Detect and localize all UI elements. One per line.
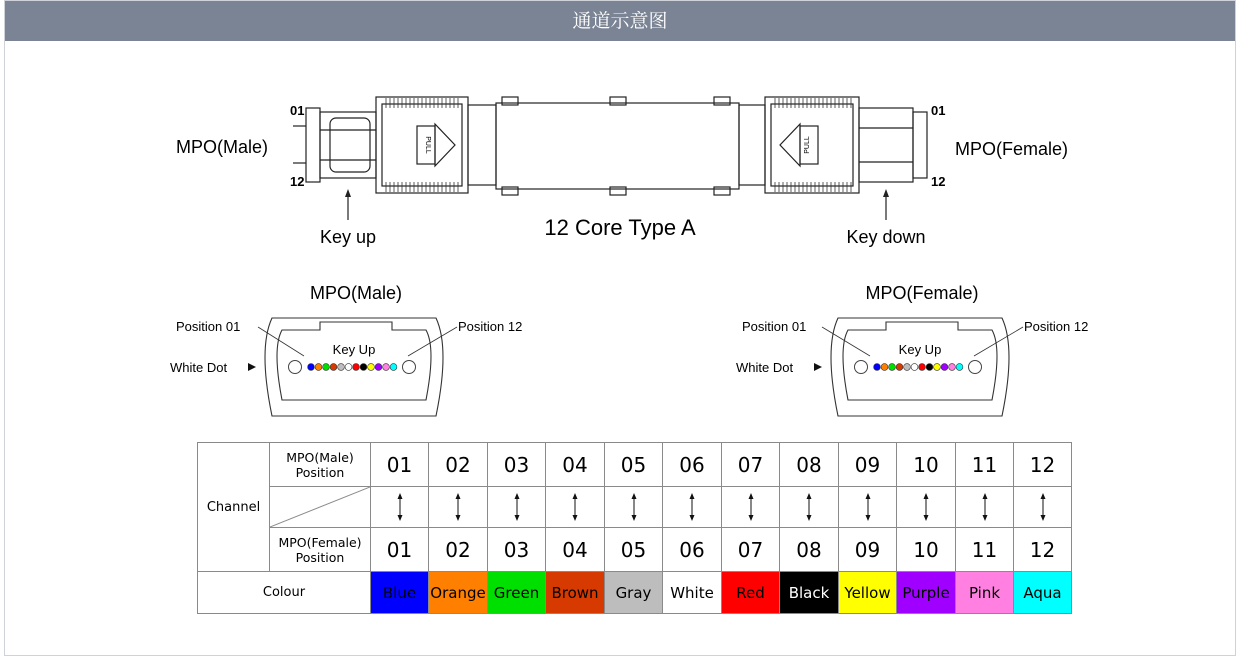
fiber-dot-gray [904, 364, 911, 371]
mapping-arrow-cell [429, 487, 488, 528]
channel-label: Channel [198, 443, 270, 572]
key-down-label: Key down [846, 227, 926, 247]
female-plug-body [859, 108, 913, 182]
fiber-dot-pink [949, 364, 956, 371]
double-arrow-icon [804, 492, 814, 522]
channel-table [197, 442, 1072, 614]
male-plug-body [320, 112, 376, 178]
female-end-face-drawing [726, 278, 1106, 423]
cable-body [496, 103, 739, 189]
male-position-12: Position 12 [458, 319, 523, 334]
male-position-cell: 10 [897, 443, 956, 487]
colour-cell-pink: Pink [956, 572, 1014, 614]
male-end-face-drawing [160, 278, 540, 423]
colour-cell-white: White [663, 572, 722, 614]
male-position-01: Position 01 [176, 319, 241, 334]
male-ferrule [306, 108, 320, 182]
colour-cell-aqua: Aqua [1014, 572, 1072, 614]
cable-type-label: 12 Core Type A [544, 215, 696, 240]
male-position-cell: 09 [839, 443, 897, 487]
colour-cell-black: Black [780, 572, 839, 614]
fiber-dot-gray [338, 364, 345, 371]
cable-assembly-drawing [0, 0, 1240, 260]
female-position-cell: 07 [722, 528, 780, 572]
male-white-dot-label: White Dot [170, 360, 228, 375]
fiber-dot-orange [881, 364, 888, 371]
double-arrow-icon [921, 492, 931, 522]
fiber-dot-red [353, 364, 360, 371]
fiber-dot-aqua [956, 364, 963, 371]
male-pin-bottom-label: 12 [290, 174, 305, 189]
fiber-dot-orange [315, 364, 322, 371]
male-position-cell: 04 [546, 443, 605, 487]
female-position-cell: 06 [663, 528, 722, 572]
female-pin-top-label: 01 [931, 103, 946, 118]
key-up-label: Key up [319, 227, 377, 247]
double-arrow-icon [453, 492, 463, 522]
male-position-cell: 06 [663, 443, 722, 487]
fiber-dot-purple [375, 364, 382, 371]
mapping-arrow-cell [1014, 487, 1072, 528]
cable-left-label: MPO(Male) [176, 137, 269, 157]
fiber-dot-pink [383, 364, 390, 371]
mapping-arrow-cell [956, 487, 1014, 528]
female-ferrule [913, 112, 927, 178]
female-key-label: Key Up [898, 342, 942, 357]
diagonal-line [270, 487, 370, 527]
male-position-row [198, 443, 1072, 487]
male-position-cell: 05 [605, 443, 663, 487]
double-arrow-icon [980, 492, 990, 522]
male-boot [468, 105, 496, 185]
male-pull-label: PULL [424, 136, 431, 154]
male-pin-top-label: 01 [290, 103, 305, 118]
fiber-dot-red [919, 364, 926, 371]
fiber-dot-blue [308, 364, 315, 371]
female-guide-hole-right [969, 361, 982, 374]
page-header: 通道示意图 [5, 1, 1235, 41]
mapping-arrow-cell [605, 487, 663, 528]
double-arrow-icon [863, 492, 873, 522]
male-position-cell: 02 [429, 443, 488, 487]
female-position-cell: 12 [1014, 528, 1072, 572]
female-position-header [270, 528, 371, 572]
male-guide-hole-left [289, 361, 302, 374]
male-key-label: Key Up [332, 342, 376, 357]
male-position-header [270, 443, 371, 487]
male-position-cell: 11 [956, 443, 1014, 487]
female-housing [765, 97, 859, 193]
colour-cell-yellow: Yellow [839, 572, 897, 614]
female-position-cell: 04 [546, 528, 605, 572]
cable-right-label: MPO(Female) [955, 139, 1069, 159]
female-position-header-line1: MPO(Female) [278, 534, 362, 550]
fiber-dot-brown [896, 364, 903, 371]
colour-cell-purple: Purple [897, 572, 956, 614]
fiber-dot-green [323, 364, 330, 371]
female-position-cell: 01 [371, 528, 429, 572]
mapping-arrow-cell [839, 487, 897, 528]
female-position-cell: 10 [897, 528, 956, 572]
colour-cell-orange: Orange [429, 572, 488, 614]
male-position-header-line1: MPO(Male) [286, 449, 354, 465]
colour-label: Colour [198, 572, 371, 614]
double-arrow-icon [570, 492, 580, 522]
fiber-dot-yellow [934, 364, 941, 371]
female-position-cell: 11 [956, 528, 1014, 572]
female-guide-hole-left [855, 361, 868, 374]
female-position-01: Position 01 [742, 319, 807, 334]
mapping-arrow-cell [488, 487, 546, 528]
female-position-cell: 08 [780, 528, 839, 572]
female-fiber-row [874, 364, 963, 371]
fiber-dot-yellow [368, 364, 375, 371]
fiber-dot-aqua [390, 364, 397, 371]
fiber-dot-black [926, 364, 933, 371]
female-face-title: MPO(Female) [865, 283, 979, 303]
double-arrow-icon [395, 492, 405, 522]
female-position-12: Position 12 [1024, 319, 1089, 334]
mapping-arrow-cell [780, 487, 839, 528]
female-position-cell: 05 [605, 528, 663, 572]
male-face-title: MPO(Male) [309, 283, 403, 303]
male-guide-hole-right [403, 361, 416, 374]
male-position-header-line2: Position [295, 464, 345, 480]
double-arrow-icon [687, 492, 697, 522]
female-boot [739, 105, 765, 185]
female-position-row [198, 528, 1072, 572]
arrow-row [198, 487, 1072, 528]
fiber-dot-black [360, 364, 367, 371]
female-position-cell: 02 [429, 528, 488, 572]
double-arrow-icon [746, 492, 756, 522]
female-pull-label: PULL [804, 136, 811, 154]
female-position-cell: 03 [488, 528, 546, 572]
female-position-header-line2: Position [295, 549, 345, 565]
double-arrow-icon [1038, 492, 1048, 522]
female-pin-bottom-label: 12 [931, 174, 946, 189]
colour-cell-gray: Gray [605, 572, 663, 614]
fiber-dot-green [889, 364, 896, 371]
fiber-dot-purple [941, 364, 948, 371]
male-position-cell: 12 [1014, 443, 1072, 487]
male-position-cell: 07 [722, 443, 780, 487]
mapping-arrow-cell [371, 487, 429, 528]
male-position-cell: 03 [488, 443, 546, 487]
fiber-dot-white [345, 364, 352, 371]
colour-row [198, 572, 1072, 614]
mapping-arrow-cell [663, 487, 722, 528]
male-position-cell: 01 [371, 443, 429, 487]
female-white-dot-label: White Dot [736, 360, 794, 375]
colour-cell-brown: Brown [546, 572, 605, 614]
diagonal-cell [270, 487, 371, 528]
colour-cell-green: Green [488, 572, 546, 614]
mapping-arrow-cell [722, 487, 780, 528]
mapping-arrow-cell [897, 487, 956, 528]
colour-cell-blue: Blue [371, 572, 429, 614]
male-fiber-row [308, 364, 397, 371]
double-arrow-icon [512, 492, 522, 522]
mapping-arrow-cell [546, 487, 605, 528]
fiber-dot-white [911, 364, 918, 371]
female-position-cell: 09 [839, 528, 897, 572]
colour-cell-red: Red [722, 572, 780, 614]
fiber-dot-brown [330, 364, 337, 371]
fiber-dot-blue [874, 364, 881, 371]
male-position-cell: 08 [780, 443, 839, 487]
double-arrow-icon [629, 492, 639, 522]
